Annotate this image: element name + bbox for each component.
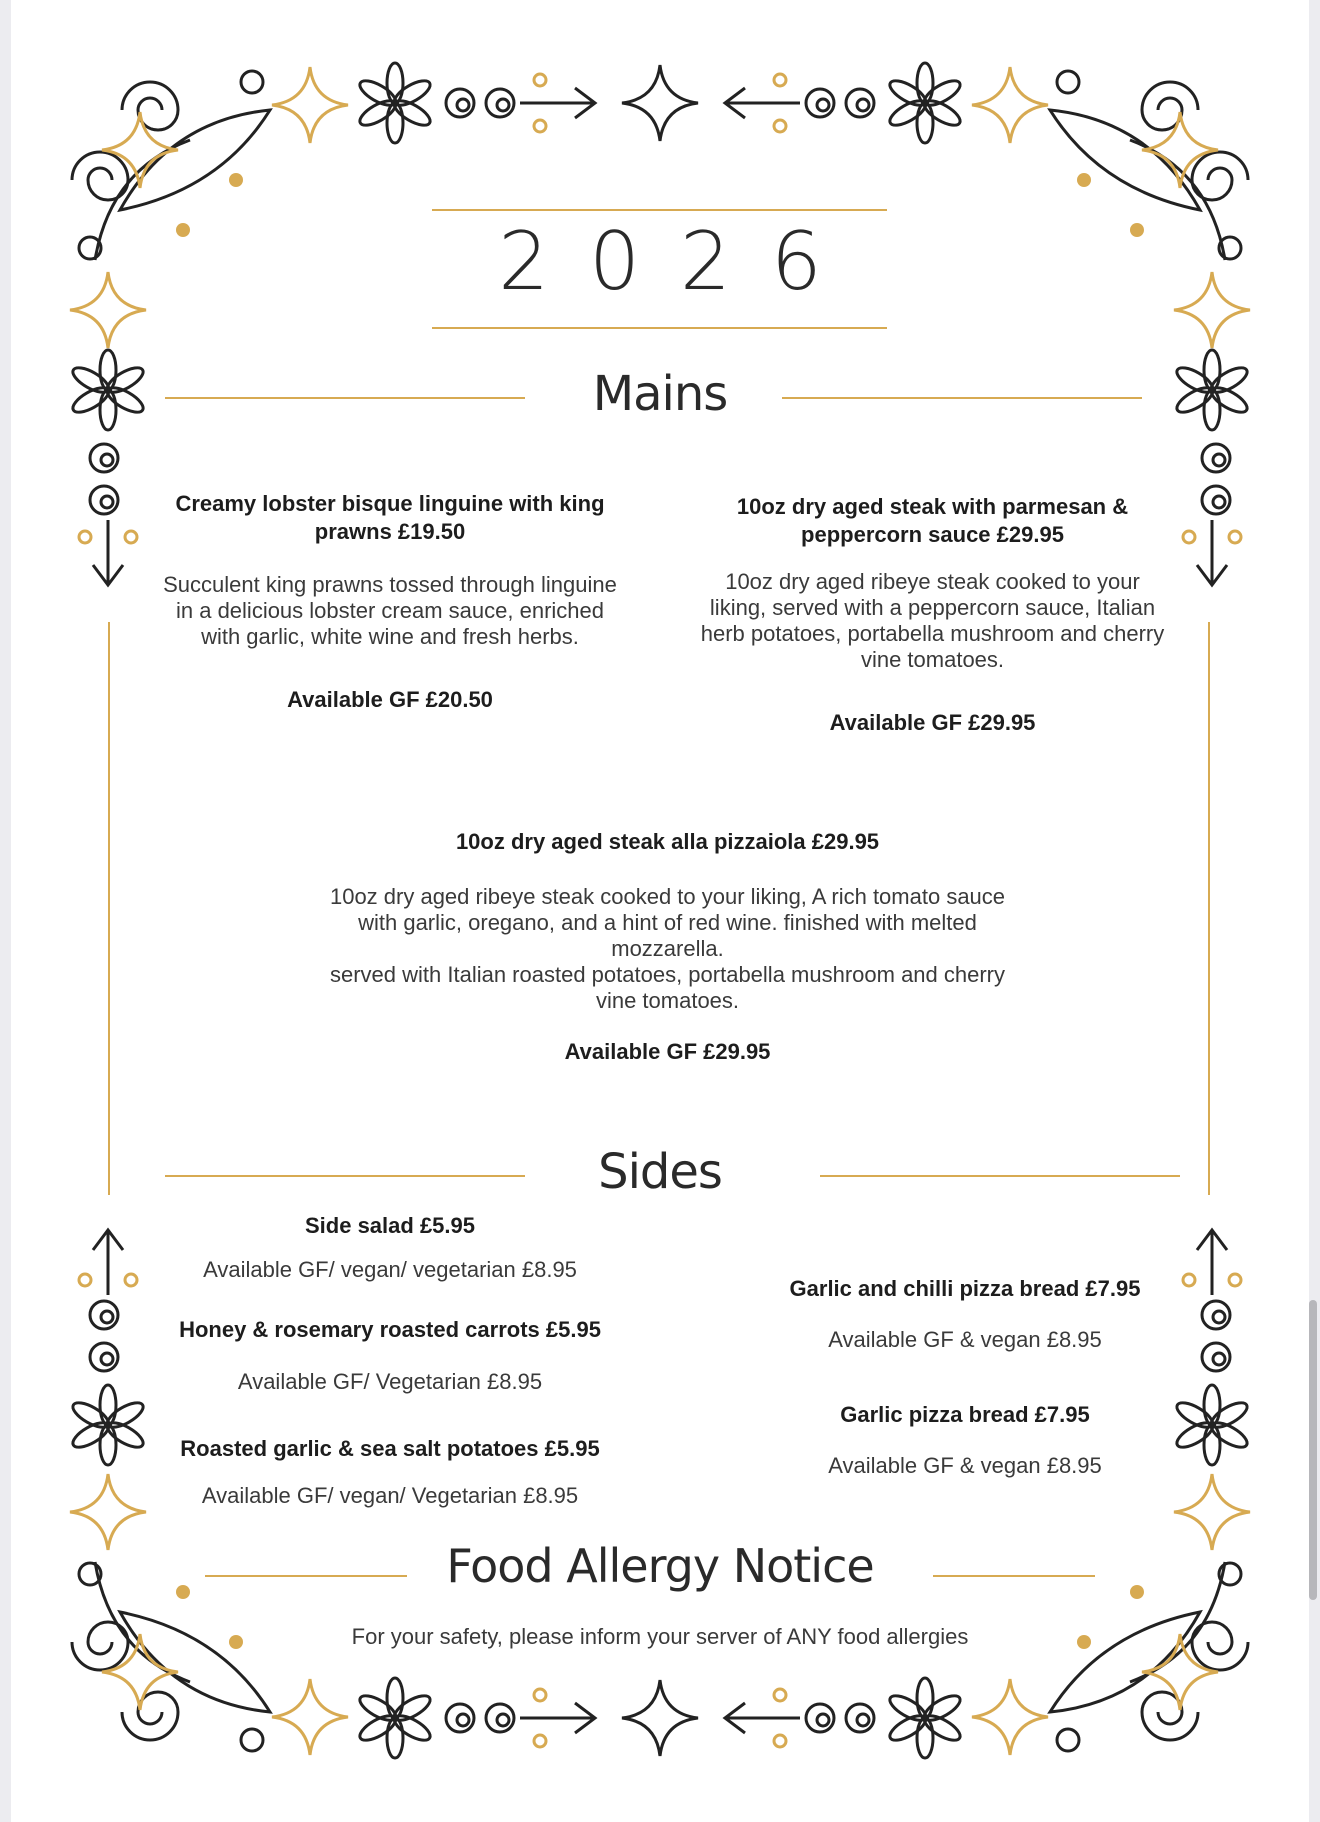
dish-description: 10oz dry aged ribeye steak cooked to your liking, served with a peppercorn sauce, Italian herb potatoes, portabella mushroom and cherry vine tomatoes. xyxy=(700,569,1165,672)
dish-gf-price: Available GF £20.50 xyxy=(287,687,493,712)
side-title: Garlic pizza bread £7.95 xyxy=(840,1402,1090,1427)
side-note: Available GF/ vegan/ vegetarian £8.95 xyxy=(203,1257,577,1282)
dish-title: Creamy lobster bisque linguine with king prawns £19.50 xyxy=(175,491,605,544)
right-vertical-rule xyxy=(1208,622,1210,1195)
dish-description: Succulent king prawns tossed through linguine in a delicious lobster cream sauce, enriched with garlic, white wine and fresh herbs. xyxy=(163,572,617,649)
main-dish-steak-pizzaiola xyxy=(310,828,1025,1066)
dish-gf-price: Available GF £29.95 xyxy=(564,1039,771,1064)
dish-description-2: served with Italian roasted potatoes, portabella mushroom and cherry vine tomatoes. xyxy=(329,962,1006,1013)
side-potatoes xyxy=(150,1435,630,1510)
year-rule-top xyxy=(432,209,887,211)
side-garlic-bread xyxy=(735,1401,1195,1480)
allergy-title: Food Allergy Notice xyxy=(446,1539,874,1593)
side-title: Honey & rosemary roasted carrots £5.95 xyxy=(179,1317,601,1342)
menu-year: 2026 xyxy=(498,215,862,308)
side-garlic-chilli-bread xyxy=(735,1275,1195,1354)
side-carrots xyxy=(150,1316,630,1396)
dish-title: 10oz dry aged steak alla pizzaiola £29.95 xyxy=(455,829,880,854)
side-title: Side salad £5.95 xyxy=(305,1213,475,1238)
dish-gf-price: Available GF £29.95 xyxy=(829,710,1036,735)
sides-title: Sides xyxy=(598,1144,722,1200)
side-note: Available GF/ Vegetarian £8.95 xyxy=(237,1369,543,1394)
side-note: Available GF/ vegan/ Vegetarian £8.95 xyxy=(201,1483,579,1508)
mains-title: Mains xyxy=(592,366,728,422)
dish-title: 10oz dry aged steak with parmesan & peppercorn sauce £29.95 xyxy=(736,494,1129,547)
side-title: Garlic and chilli pizza bread £7.95 xyxy=(789,1276,1141,1301)
year-rule-bottom xyxy=(432,327,887,329)
main-dish-steak-peppercorn xyxy=(695,493,1170,737)
main-dish-lobster xyxy=(160,490,620,714)
side-note: Available GF & vegan £8.95 xyxy=(828,1453,1102,1478)
side-title: Roasted garlic & sea salt potatoes £5.95 xyxy=(180,1436,600,1461)
left-vertical-rule xyxy=(108,622,110,1195)
allergy-text: For your safety, please inform your server of ANY food allergies xyxy=(351,1624,969,1649)
side-note: Available GF & vegan £8.95 xyxy=(828,1327,1102,1352)
dish-description-1: 10oz dry aged ribeye steak cooked to your liking, A rich tomato sauce with garlic, oregano, and a hint of red wine. finished with melted mozzarella. xyxy=(329,884,1006,961)
side-salad xyxy=(150,1212,630,1284)
